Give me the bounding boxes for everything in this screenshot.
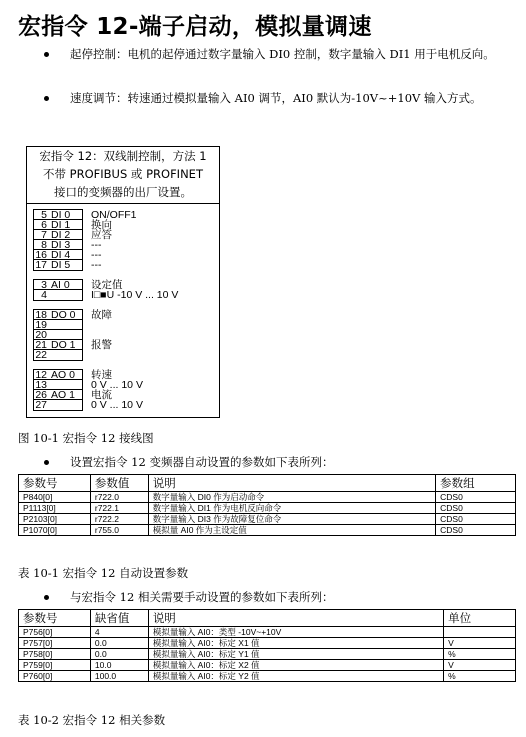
- table-header: 参数号: [19, 475, 91, 492]
- bullet-text: 与宏指令 12 相关需要手动设置的参数如下表所列：: [70, 590, 334, 604]
- bullet-dot: [44, 96, 49, 101]
- table-row: P758[0] 0.0 模拟量输入 AI0：标定 Y1 值 %: [19, 649, 516, 660]
- table-row: P1070[0] r755.0 模拟量 AI0 作为主设定值 CDS0: [19, 525, 516, 536]
- table-header-row: [19, 475, 516, 492]
- table-row: P757[0] 0.0 模拟量输入 AI0：标定 X1 值 V: [19, 638, 516, 649]
- table-header: 参数值: [90, 475, 148, 492]
- diagram-header: [27, 147, 219, 204]
- table-header-row: [19, 610, 516, 627]
- bullet-dot: [44, 52, 49, 57]
- table-header: 说明: [148, 610, 443, 627]
- diagram-header-line: 接口的变频器的出厂设置。: [54, 185, 192, 199]
- table-row: P2103[0] r722.2 数字量输入 DI3 作为故障复位命令 CDS0: [19, 514, 516, 525]
- table-row: P840[0] r722.0 数字量输入 DI0 作为启动命令 CDS0: [19, 492, 516, 503]
- figure-caption: 图 10-1 宏指令 12 接线图: [18, 431, 154, 445]
- table-row: P1113[0] r722.1 数字量输入 DI1 作为电机反向命令 CDS0: [19, 503, 516, 514]
- manual-params-table: [18, 609, 516, 682]
- page-title: 宏指令 12-端子启动，模拟量调速: [18, 14, 372, 40]
- table-header: 单位: [444, 610, 516, 627]
- table-header: 缺省值: [90, 610, 148, 627]
- table1-caption: 表 10-1 宏指令 12 自动设置参数: [18, 566, 189, 580]
- bullet-dot: [44, 460, 49, 465]
- table-header: 参数号: [19, 610, 91, 627]
- bullet-text: 速度调节：转速通过模拟量输入 AI0 调节，AI0 默认为-10V~+10V 输入方式。: [70, 91, 482, 105]
- table-header: 说明: [148, 475, 435, 492]
- diagram-header-line: 不带 PROFIBUS 或 PROFINET: [43, 167, 203, 181]
- table2-caption: 表 10-2 宏指令 12 相关参数: [18, 713, 166, 727]
- table-row: P756[0] 4 模拟量输入 AI0：类型 -10V~+10V: [19, 627, 516, 638]
- bullet-text: 起停控制：电机的起停通过数字量输入 DI0 控制，数字量输入 DI1 用于电机反向。: [70, 47, 495, 61]
- bullet-dot: [44, 595, 49, 600]
- table-header: 参数组: [436, 475, 516, 492]
- table-row: P759[0] 10.0 模拟量输入 AI0：标定 X2 值 V: [19, 660, 516, 671]
- bullet-text: 设置宏指令 12 变频器自动设置的参数如下表所列：: [70, 455, 334, 469]
- diagram-header-line: 宏指令 12：双线制控制，方法 1: [39, 149, 207, 163]
- wiring-diagram: 宏指令 12：双线制控制，方法 1 不带 PROFIBUS 或 PROFINET 接口的变频器的出厂设置。 5 DI 0 ON/OFF1 6 DI 1 换向 7 DI 2 应答 8 DI 3 --- 16 DI 4 --- 17 DI 5 --- 3 AI 0 设定值 4 I□■U -10 V ... 10 V 18 DO 0 故障 19 20 21 DO 1 报警 22 12 AO 0 转速 13 0 V ... 10 V 26 AO 1 电流 27 0 V ... 10 V: [26, 146, 220, 418]
- auto-params-table: [18, 474, 516, 536]
- table-row: P760[0] 100.0 模拟量输入 AI0：标定 Y2 值 %: [19, 671, 516, 682]
